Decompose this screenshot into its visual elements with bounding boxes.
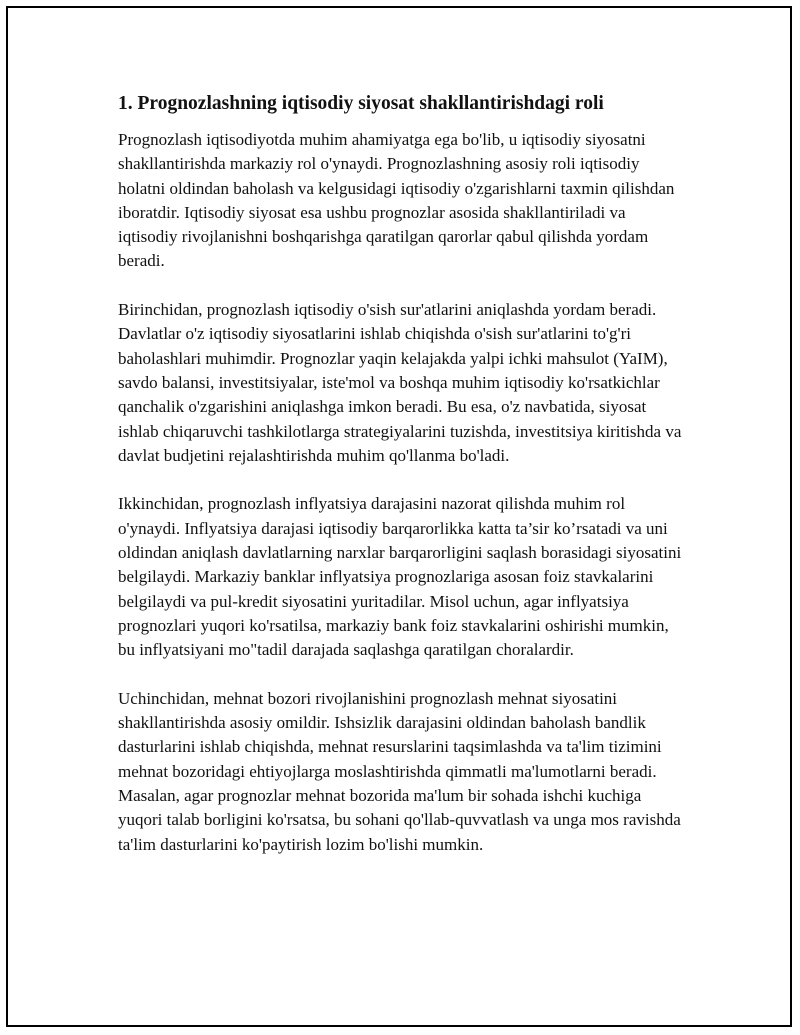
section-title: 1. Prognozlashning iqtisodiy siyosat shakllantirishdagi roli [118, 93, 604, 114]
paragraph-second-point: Ikkinchidan, prognozlash inflyatsiya darajasini nazorat qilishda muhim rol o'ynaydi. Inflyatsiya darajasi iqtisodiy barqarorlikka katta ta’sir ko’rsatadi va uni oldindan aniqlash davlatlarning narxlar barqarorligini saqlash borasidagi siyosatini belgilaydi. Markaziy banklar inflyatsiya prognozlariga asosan foiz stavkalarini belgilaydi va pul-kredit siyosatini yuritadilar. Misol uchun, agar inflyatsiya prognozlari yuqori ko'rsatilsa, markaziy bank foiz stavkalarini oshirishi mumkin, bu inflyatsiyani mo"tadil darajada saqlashga qaratilgan choralardir. [118, 494, 682, 660]
paragraph-first-point: Birinchidan, prognozlash iqtisodiy o'sish sur'atlarini aniqlashda yordam beradi. Davlatlar o'z iqtisodiy siyosatlarini ishlab chiqishda o'sish sur'atlarini to'g'ri baholashlari muhimdir. Prognozlar yaqin kelajakda yalpi ichki mahsulot (YaIM), savdo balansi, investitsiyalar, iste'mol va boshqa muhim iqtisodiy ko'rsatkichlar qanchalik o'zgarishini aniqlashga imkon beradi. Bu esa, o'z navbatida, siyosat ishlab chiqaruvchi tashkilotlarga strategiyalarini tuzishda, investitsiya kiritishda va davlat budjetini rejalashtirishda muhim qo'llanma bo'ladi. [118, 300, 682, 465]
document-body [118, 92, 688, 881]
paragraph-intro: Prognozlash iqtisodiyotda muhim ahamiyatga ega bo'lib, u iqtisodiy siyosatni shakllantirishda markaziy rol o'ynaydi. Prognozlashning asosiy roli iqtisodiy holatni oldindan baholash va kelgusidagi iqtisodiy o'zgarishlarni taxmin qilishdan iboratdir. Iqtisodiy siyosat esa ushbu prognozlar asosida shakllantiriladi va iqtisodiy rivojlanishni boshqarishga qaratilgan qarorlar qabul qilishda yordam beradi. [118, 130, 675, 271]
paragraph-third-point: Uchinchidan, mehnat bozori rivojlanishini prognozlash mehnat siyosatini shakllantirishda asosiy omildir. Ishsizlik darajasini oldindan baholash bandlik dasturlarini ishlab chiqishda, mehnat resurslarini taqsimlashda va ta'lim tizimini mehnat bozoridagi ehtiyojlarga moslashtirishda qimmatli ma'lumotlarni beradi. Masalan, agar prognozlar mehnat bozorida ma'lum bir sohada ishchi kuchiga yuqori talab borligini ko'rsatsa, bu sohani qo'llab-quvvatlash va unga mos ravishda ta'lim dasturlarini ko'paytirish lozim bo'lishi mumkin. [118, 688, 681, 854]
